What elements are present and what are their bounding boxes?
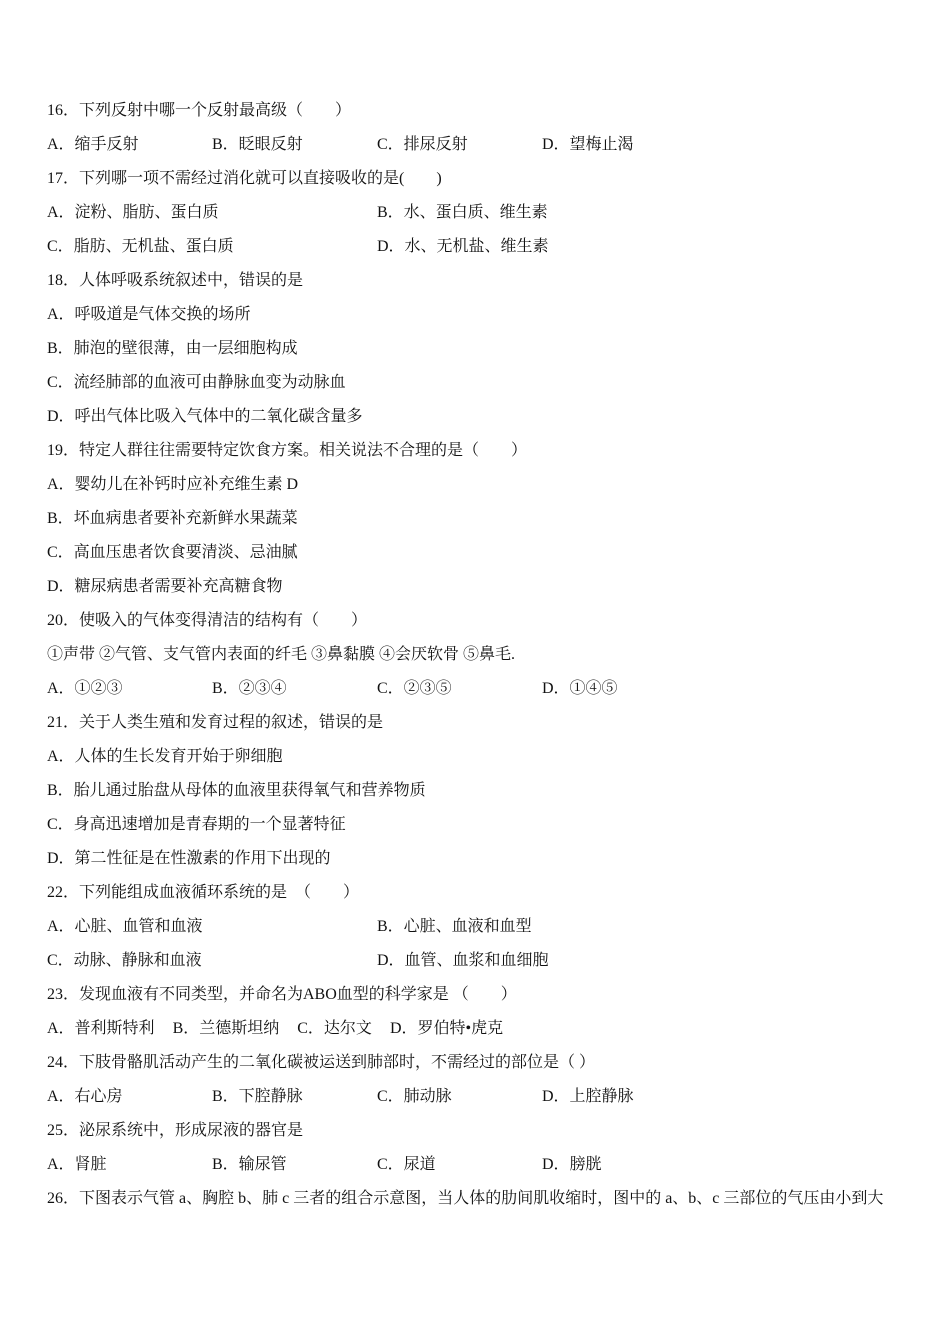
- question-21-option-d: D．第二性征是在性激素的作用下出现的: [47, 850, 331, 867]
- question-25-stem: 25．泌尿系统中，形成尿液的器官是: [47, 1122, 304, 1139]
- question-17-stem: 17．下列哪一项不需经过消化就可以直接吸收的是( ): [47, 170, 442, 187]
- question-19-option-c: C．高血压患者饮食要清淡、忌油腻: [47, 544, 298, 561]
- question-24-options: [47, 1080, 927, 1114]
- question-26-stem: 26．下图表示气管 a、胸腔 b、肺 c 三者的组合示意图，当人体的肋间肌收缩时，图中的 a、b、c 三部位的气压由小到大: [47, 1190, 884, 1207]
- question-21-option-b: B．胎儿通过胎盘从母体的血液里获得氧气和营养物质: [47, 782, 426, 799]
- question-23-stem: 23．发现血液有不同类型，并命名为ABO血型的科学家是 （ ）: [47, 986, 517, 1003]
- question-18-option-d: D．呼出气体比吸入气体中的二氧化碳含量多: [47, 408, 363, 425]
- question-25-option-c: C．尿道: [377, 1156, 436, 1173]
- question-22-stem: 22．下列能组成血液循环系统的是 （ ）: [47, 884, 360, 901]
- question-21-option-a: A．人体的生长发育开始于卵细胞: [47, 748, 283, 765]
- question-17-options-row-1: [47, 196, 927, 230]
- question-22-option-a: A．心脏、血管和血液: [47, 918, 203, 935]
- question-16-option-a: A．缩手反射: [47, 136, 139, 153]
- question-19-option-b: B．坏血病患者要补充新鲜水果蔬菜: [47, 510, 298, 527]
- question-23-option-a: A．普利斯特利: [47, 1020, 155, 1037]
- question-24-option-a: A．右心房: [47, 1088, 123, 1105]
- question-18-stem: 18．人体呼吸系统叙述中，错误的是: [47, 272, 304, 289]
- question-23-option-d: D．罗伯特•虎克: [389, 1020, 504, 1037]
- question-20-note: ①声带 ②气管、支气管内表面的纤毛 ③鼻黏膜 ④会厌软骨 ⑤鼻毛.: [47, 646, 516, 663]
- question-25-options: [47, 1148, 927, 1182]
- question-16-stem: 16．下列反射中哪一个反射最高级（ ）: [47, 102, 352, 119]
- question-24-option-c: C．肺动脉: [377, 1088, 452, 1105]
- question-23-option-c: C．达尔文: [297, 1020, 372, 1037]
- question-25-option-d: D．膀胱: [542, 1156, 602, 1173]
- question-22-options-row-1: [47, 910, 927, 944]
- question-20-option-a: A．①②③: [47, 680, 123, 697]
- question-18-option-c: C．流经肺部的血液可由静脉血变为动脉血: [47, 374, 346, 391]
- question-20-option-d: D．①④⑤: [542, 680, 618, 697]
- question-21-stem: 21．关于人类生殖和发育过程的叙述，错误的是: [47, 714, 384, 731]
- question-24-stem: 24．下肢骨骼肌活动产生的二氧化碳被运送到肺部时，不需经过的部位是（ ）: [47, 1054, 596, 1071]
- question-21-option-c: C．身高迅速增加是青春期的一个显著特征: [47, 816, 346, 833]
- question-16-option-b: B．眨眼反射: [212, 136, 303, 153]
- question-22-option-d: D．血管、血浆和血细胞: [377, 952, 549, 969]
- question-19-stem: 19．特定人群往往需要特定饮食方案。相关说法不合理的是（ ）: [47, 442, 528, 459]
- question-19-option-a: A．婴幼儿在补钙时应补充维生素 D: [47, 476, 299, 493]
- question-25-option-b: B．输尿管: [212, 1156, 287, 1173]
- question-16-options: [47, 128, 927, 162]
- question-20-option-b: B．②③④: [212, 680, 287, 697]
- question-17-option-c: C．脂肪、无机盐、蛋白质: [47, 238, 234, 255]
- question-18-option-a: A．呼吸道是气体交换的场所: [47, 306, 251, 323]
- question-20-stem: 20．使吸入的气体变得清洁的结构有（ ）: [47, 612, 368, 629]
- question-23-option-b: B．兰德斯坦纳: [172, 1020, 280, 1037]
- question-18-option-b: B．肺泡的壁很薄，由一层细胞构成: [47, 340, 298, 357]
- question-16-option-d: D．望梅止渴: [542, 136, 634, 153]
- question-list: [47, 94, 927, 1216]
- question-22-option-c: C．动脉、静脉和血液: [47, 952, 202, 969]
- question-17-option-b: B．水、蛋白质、维生素: [377, 204, 548, 221]
- question-17-option-d: D．水、无机盐、维生素: [377, 238, 549, 255]
- question-22-option-b: B．心脏、血液和血型: [377, 918, 532, 935]
- question-20-option-c: C．②③⑤: [377, 680, 452, 697]
- question-22-options-row-2: [47, 944, 927, 978]
- question-23-options: [47, 1012, 927, 1046]
- question-17-options-row-2: [47, 230, 927, 264]
- question-17-option-a: A．淀粉、脂肪、蛋白质: [47, 204, 219, 221]
- question-19-option-d: D．糖尿病患者需要补充高糖食物: [47, 578, 283, 595]
- question-20-options: [47, 672, 927, 706]
- question-24-option-b: B．下腔静脉: [212, 1088, 303, 1105]
- question-16-option-c: C．排尿反射: [377, 136, 468, 153]
- question-24-option-d: D．上腔静脉: [542, 1088, 634, 1105]
- question-25-option-a: A．肾脏: [47, 1156, 107, 1173]
